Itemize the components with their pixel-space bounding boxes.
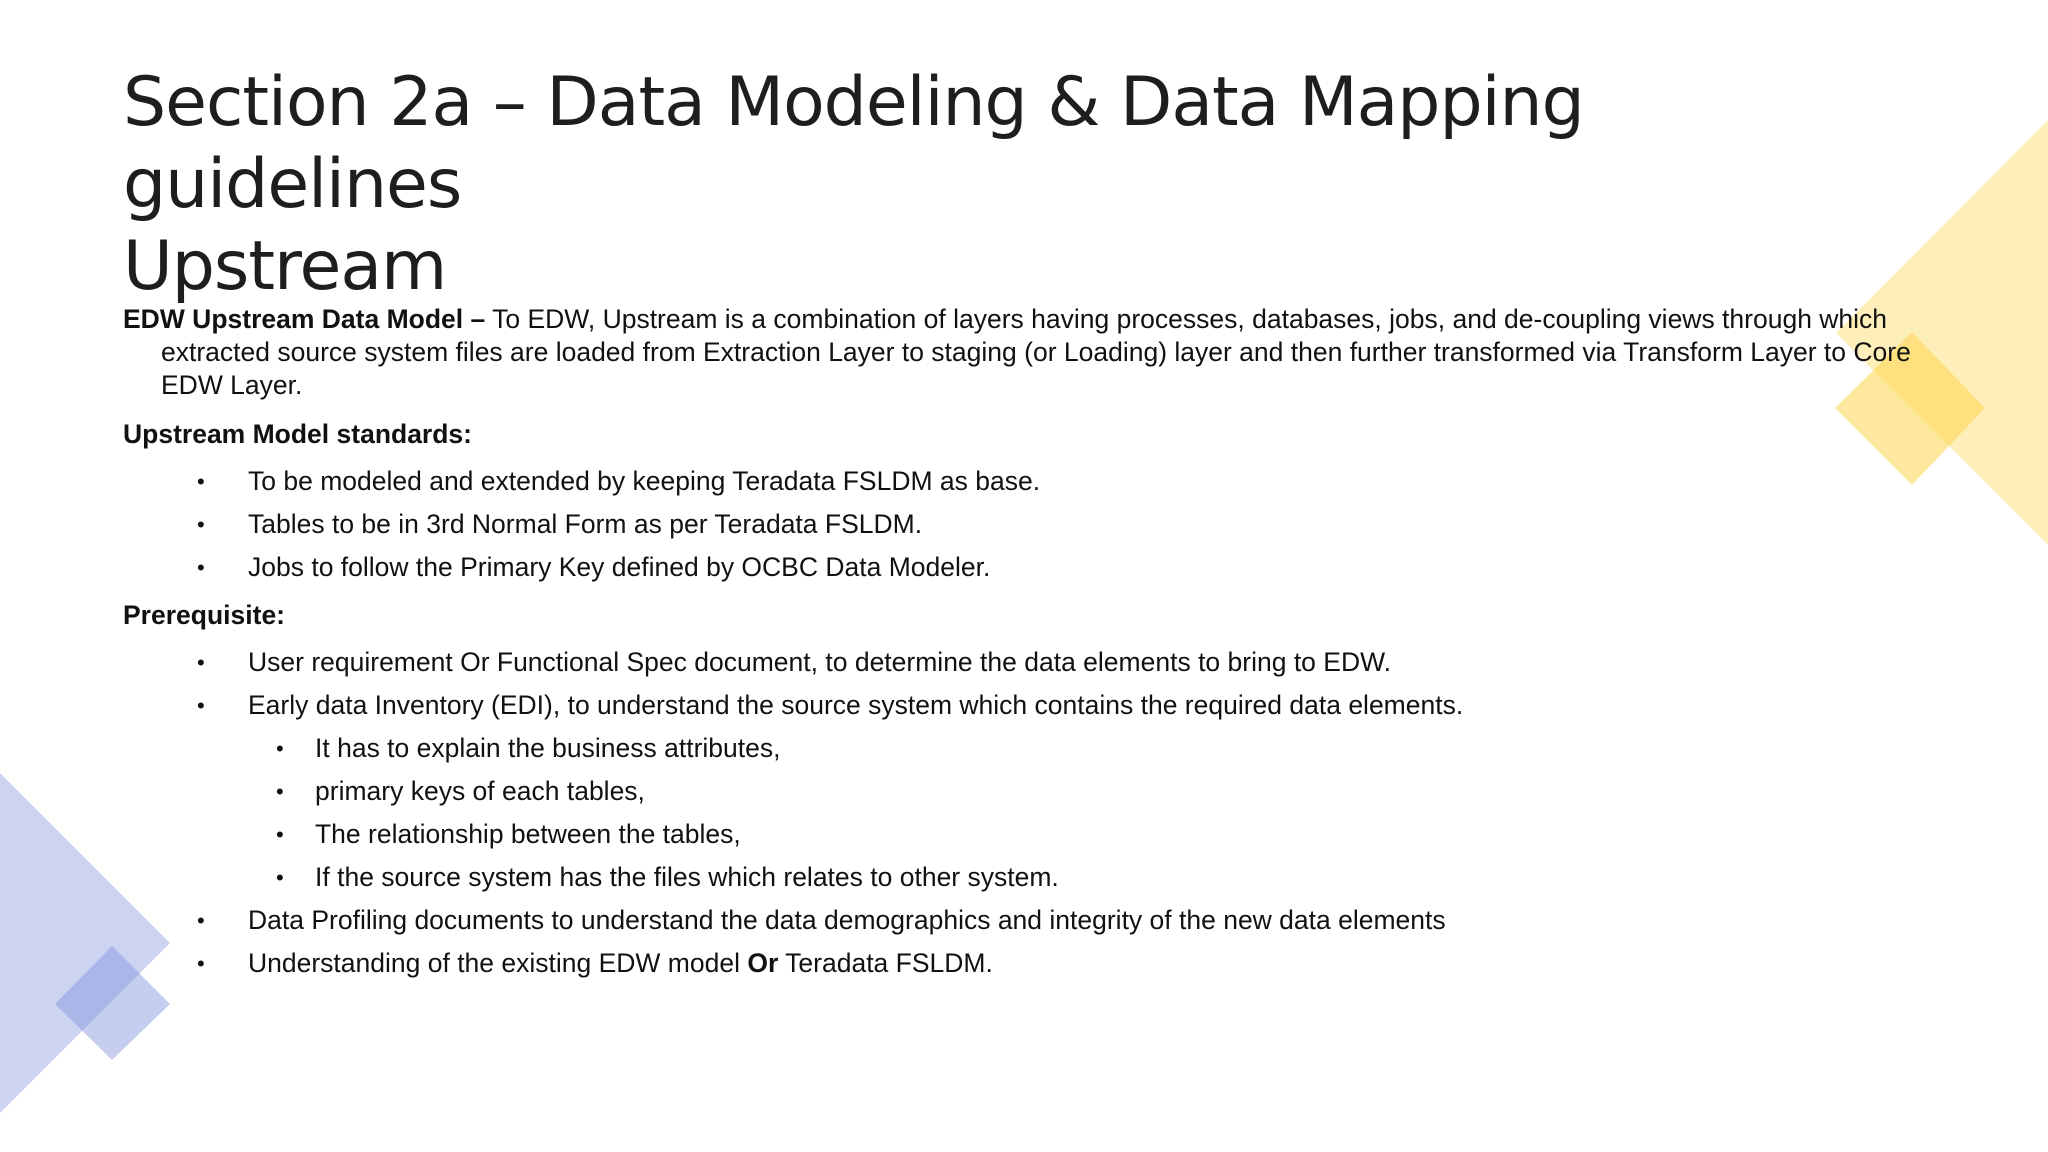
intro-paragraph [123, 303, 1961, 402]
bullet-icon: • [197, 469, 205, 494]
bullet-icon: • [276, 865, 284, 890]
bullet-icon: • [276, 779, 284, 804]
list-item: • Data Profiling documents to understand the data demographics and integrity of the new data elements [123, 899, 1923, 942]
prerequisite-heading: Prerequisite: [123, 600, 286, 630]
list-item: • Understanding of the existing EDW model Or Teradata FSLDM. [123, 942, 1923, 985]
sub-list-item: • primary keys of each tables, [123, 770, 1923, 813]
list-item: • To be modeled and extended by keeping Teradata FSLDM as base. [123, 460, 1923, 503]
bullet-icon: • [276, 822, 284, 847]
bullet-icon: • [276, 736, 284, 761]
sub-list-item: • It has to explain the business attributes, [123, 727, 1923, 770]
prerequisite-list [123, 641, 1923, 985]
list-item: • Jobs to follow the Primary Key defined by OCBC Data Modeler. [123, 546, 1923, 589]
intro-label: EDW Upstream Data Model – [123, 304, 486, 334]
bullet-icon: • [197, 951, 205, 976]
standards-heading: Upstream Model standards: [123, 419, 472, 449]
slide-body [123, 303, 1923, 993]
bullet-icon: • [197, 693, 205, 718]
bold-or: Or [747, 948, 779, 978]
list-item: • Tables to be in 3rd Normal Form as per Teradata FSLDM. [123, 503, 1923, 546]
bullet-icon: • [197, 908, 205, 933]
bullet-icon: • [197, 650, 205, 675]
page-title [123, 62, 1923, 308]
bullet-icon: • [197, 555, 205, 580]
list-item: • User requirement Or Functional Spec document, to determine the data elements to bring to EDW. [123, 641, 1923, 684]
standards-list [123, 460, 1923, 589]
list-item: • Early data Inventory (EDI), to understand the source system which contains the required data elements. [123, 684, 1923, 727]
title-line-2: Upstream [123, 227, 447, 306]
sub-list-item: • If the source system has the files which relates to other system. [123, 856, 1923, 899]
intro-text: To EDW, Upstream is a combination of layers having processes, databases, jobs, and de-coupling views through which extracted source system files are loaded from Extraction Layer to staging (or Loading) layer and then further transformed via Transform Layer to Core EDW Layer. [161, 304, 1911, 400]
title-line-1: Section 2a – Data Modeling & Data Mapping guidelines [123, 63, 1584, 224]
sub-list-item: • The relationship between the tables, [123, 813, 1923, 856]
bullet-icon: • [197, 512, 205, 537]
